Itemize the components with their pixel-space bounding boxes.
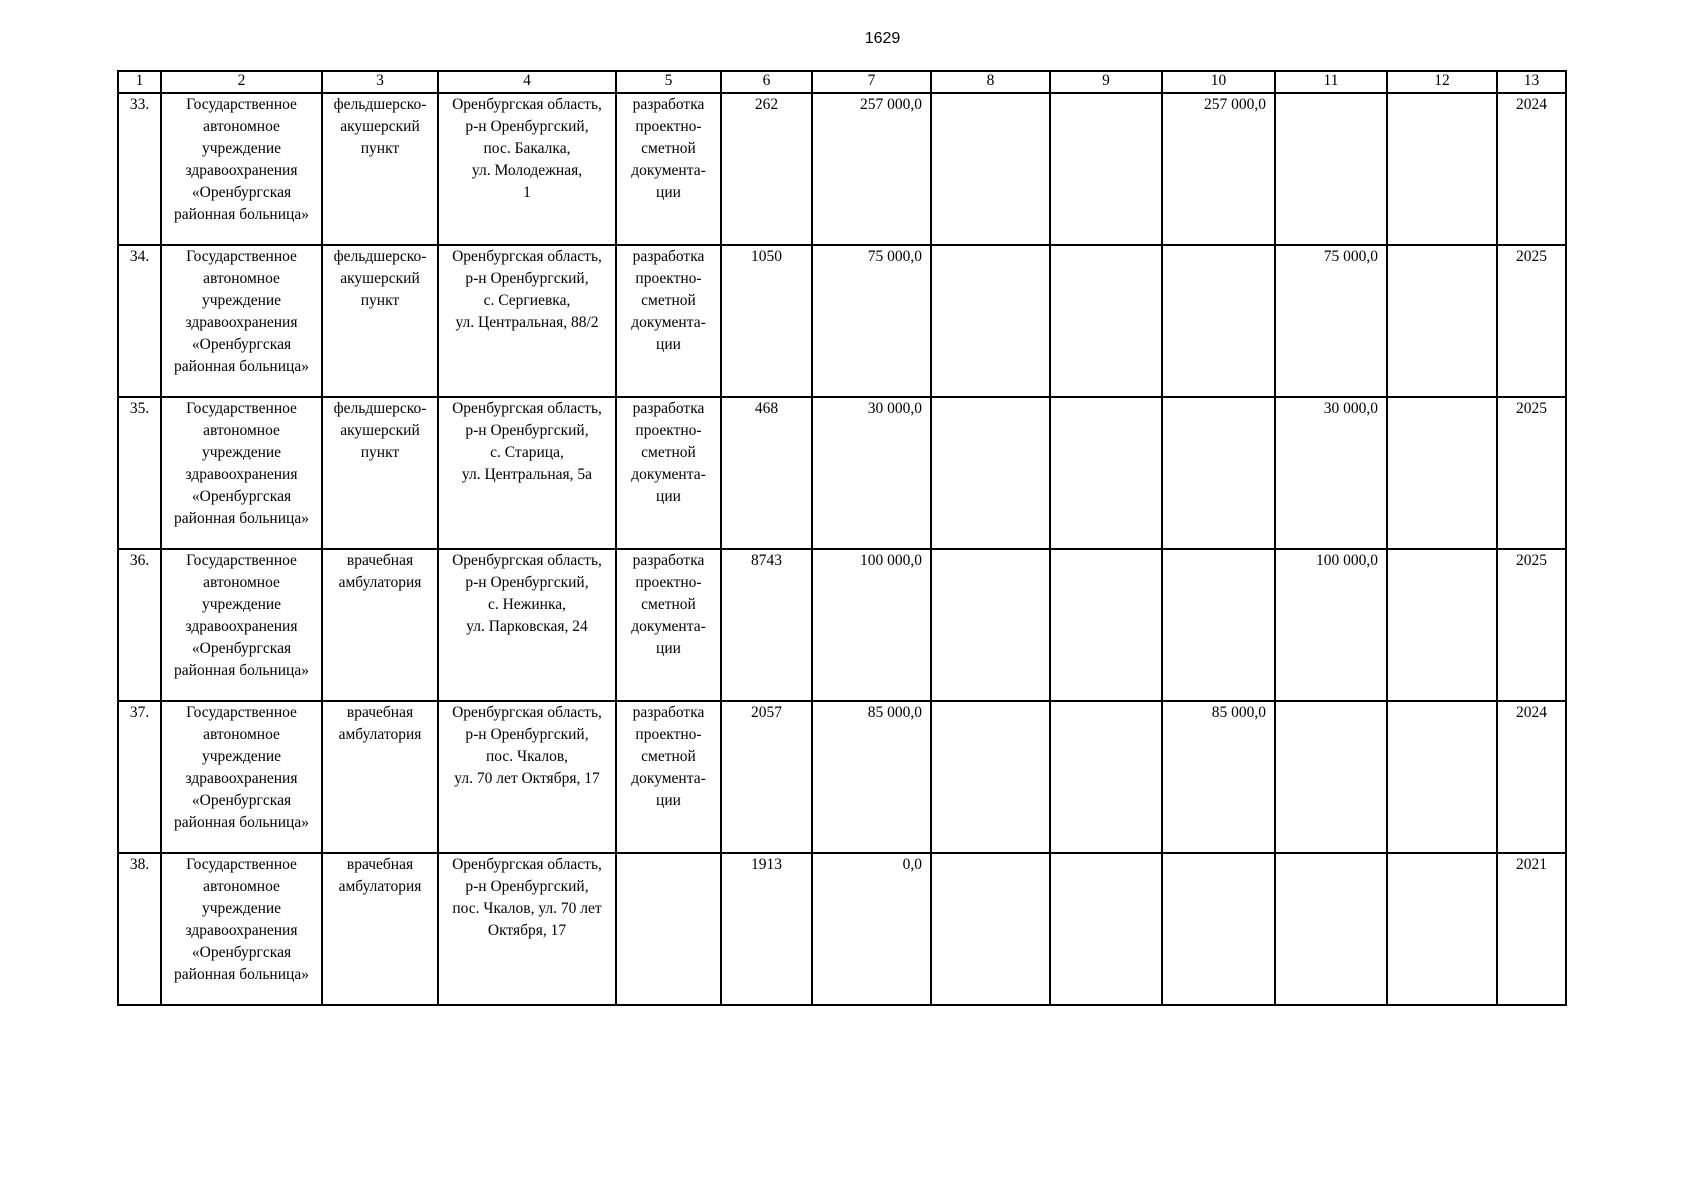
work-type-line: разработка bbox=[632, 96, 705, 113]
organization-line: «Оренбургская bbox=[191, 792, 292, 809]
address-line: с. Нежинка, bbox=[487, 596, 567, 613]
organization-line: Государственное bbox=[186, 856, 297, 873]
address-line: Оренбургская область, bbox=[452, 704, 602, 721]
organization bbox=[161, 853, 322, 1005]
col-7: 30 000,0 bbox=[812, 397, 931, 549]
organization-line: здравоохранения bbox=[185, 618, 298, 635]
table-row bbox=[118, 549, 1566, 701]
address bbox=[438, 93, 616, 245]
page-number: 1629 bbox=[864, 30, 901, 47]
organization-line: районная больница» bbox=[174, 662, 309, 679]
col-11: 100 000,0 bbox=[1275, 549, 1387, 701]
organization-line: районная больница» bbox=[174, 358, 309, 375]
organization-line: автономное bbox=[203, 574, 280, 591]
col-6: 8743 bbox=[721, 549, 812, 701]
table-row bbox=[118, 397, 1566, 549]
facility-type bbox=[322, 701, 438, 853]
address bbox=[438, 245, 616, 397]
col-6: 262 bbox=[721, 93, 812, 245]
address-line: Октября, 17 bbox=[487, 922, 567, 939]
facility-type-line: врачебная bbox=[346, 856, 414, 873]
facility-type-line: акушерский bbox=[340, 118, 420, 135]
address-line: р-н Оренбургский, bbox=[465, 118, 589, 135]
organization-line: Государственное bbox=[186, 96, 297, 113]
column-number: 8 bbox=[931, 71, 1050, 93]
table-row bbox=[118, 853, 1566, 1005]
col-9 bbox=[1050, 397, 1162, 549]
facility-type-line: амбулатория bbox=[338, 878, 422, 895]
facility-type-line: пункт bbox=[360, 444, 400, 461]
col-10 bbox=[1162, 245, 1275, 397]
col-13: 2024 bbox=[1497, 93, 1566, 245]
organization-line: «Оренбургская bbox=[191, 640, 292, 657]
facility-type bbox=[322, 245, 438, 397]
col-10 bbox=[1162, 549, 1275, 701]
col-11: 30 000,0 bbox=[1275, 397, 1387, 549]
organization-line: «Оренбургская bbox=[191, 184, 292, 201]
organization-line: «Оренбургская bbox=[191, 488, 292, 505]
address-line: Оренбургская область, bbox=[452, 96, 602, 113]
col-11 bbox=[1275, 701, 1387, 853]
address bbox=[438, 853, 616, 1005]
address-line: р-н Оренбургский, bbox=[465, 574, 589, 591]
col-13: 2024 bbox=[1497, 701, 1566, 853]
row-number: 38. bbox=[118, 853, 161, 1005]
facility-type-line: врачебная bbox=[346, 704, 414, 721]
col-7: 257 000,0 bbox=[812, 93, 931, 245]
organization-line: автономное bbox=[203, 118, 280, 135]
address-line: пос. Чкалов, bbox=[485, 748, 569, 765]
row-number: 37. bbox=[118, 701, 161, 853]
column-number: 13 bbox=[1497, 71, 1566, 93]
work-type-line: документа- bbox=[631, 466, 706, 483]
col-11: 75 000,0 bbox=[1275, 245, 1387, 397]
work-type bbox=[616, 853, 721, 1005]
table-row bbox=[118, 93, 1566, 245]
address-line: 1 bbox=[523, 184, 531, 201]
work-type bbox=[616, 93, 721, 245]
facility-type-line: врачебная bbox=[346, 552, 414, 569]
facility-type-line: фельдшерско- bbox=[333, 400, 427, 417]
work-type bbox=[616, 397, 721, 549]
address-line: ул. Парковская, 24 bbox=[466, 618, 588, 635]
organization-line: «Оренбургская bbox=[191, 336, 292, 353]
col-12 bbox=[1387, 701, 1497, 853]
column-number: 2 bbox=[161, 71, 322, 93]
address-line: ул. Центральная, 5а bbox=[461, 466, 593, 483]
address-line: р-н Оренбургский, bbox=[465, 878, 589, 895]
work-type-line: сметной bbox=[641, 748, 696, 765]
address-line: Оренбургская область, bbox=[452, 856, 602, 873]
address bbox=[438, 397, 616, 549]
facility-type bbox=[322, 549, 438, 701]
col-11 bbox=[1275, 93, 1387, 245]
organization-line: учреждение bbox=[201, 900, 282, 917]
organization-line: Государственное bbox=[186, 552, 297, 569]
address-line: ул. 70 лет Октября, 17 bbox=[454, 770, 600, 787]
col-7: 0,0 bbox=[812, 853, 931, 1005]
organization-line: учреждение bbox=[201, 596, 282, 613]
work-type-line: сметной bbox=[641, 140, 696, 157]
column-number: 11 bbox=[1275, 71, 1387, 93]
col-12 bbox=[1387, 397, 1497, 549]
row-number: 35. bbox=[118, 397, 161, 549]
col-10: 85 000,0 bbox=[1162, 701, 1275, 853]
facility-type-line: акушерский bbox=[340, 270, 420, 287]
col-13: 2021 bbox=[1497, 853, 1566, 1005]
col-8 bbox=[931, 93, 1050, 245]
address bbox=[438, 701, 616, 853]
col-10: 257 000,0 bbox=[1162, 93, 1275, 245]
col-11 bbox=[1275, 853, 1387, 1005]
work-type-line: проектно- bbox=[635, 726, 702, 743]
facility-type-line: пункт bbox=[360, 140, 400, 157]
organization bbox=[161, 93, 322, 245]
row-number: 36. bbox=[118, 549, 161, 701]
facility-type-line: фельдшерско- bbox=[333, 96, 427, 113]
col-13: 2025 bbox=[1497, 397, 1566, 549]
work-type-line: документа- bbox=[631, 618, 706, 635]
organization bbox=[161, 549, 322, 701]
facility-type bbox=[322, 853, 438, 1005]
organization-line: районная больница» bbox=[174, 966, 309, 983]
row-number: 34. bbox=[118, 245, 161, 397]
col-7: 85 000,0 bbox=[812, 701, 931, 853]
column-number: 12 bbox=[1387, 71, 1497, 93]
address-line: р-н Оренбургский, bbox=[465, 270, 589, 287]
work-type-line: документа- bbox=[631, 314, 706, 331]
work-type-line: ции bbox=[656, 640, 681, 657]
organization-line: учреждение bbox=[201, 444, 282, 461]
column-number: 10 bbox=[1162, 71, 1275, 93]
col-13: 2025 bbox=[1497, 549, 1566, 701]
col-8 bbox=[931, 549, 1050, 701]
organization bbox=[161, 397, 322, 549]
organization bbox=[161, 245, 322, 397]
table-row bbox=[118, 701, 1566, 853]
organization-line: автономное bbox=[203, 270, 280, 287]
col-12 bbox=[1387, 549, 1497, 701]
col-9 bbox=[1050, 853, 1162, 1005]
col-12 bbox=[1387, 245, 1497, 397]
facility-type bbox=[322, 93, 438, 245]
facility-type-line: фельдшерско- bbox=[333, 248, 427, 265]
address-line: Оренбургская область, bbox=[452, 552, 602, 569]
work-type-line: разработка bbox=[632, 400, 705, 417]
facility-type bbox=[322, 397, 438, 549]
col-9 bbox=[1050, 93, 1162, 245]
work-type-line: проектно- bbox=[635, 270, 702, 287]
organization-line: здравоохранения bbox=[185, 770, 298, 787]
organization-line: здравоохранения bbox=[185, 922, 298, 939]
work-type-line: разработка bbox=[632, 704, 705, 721]
work-type-line: разработка bbox=[632, 248, 705, 265]
organization-line: учреждение bbox=[201, 748, 282, 765]
work-type-line: проектно- bbox=[635, 118, 702, 135]
facility-type-line: амбулатория bbox=[338, 574, 422, 591]
column-number: 6 bbox=[721, 71, 812, 93]
work-type-line: сметной bbox=[641, 292, 696, 309]
address-line: с. Старица, bbox=[490, 444, 564, 461]
organization-line: Государственное bbox=[186, 704, 297, 721]
organization bbox=[161, 701, 322, 853]
work-type-line: ции bbox=[656, 488, 681, 505]
col-12 bbox=[1387, 853, 1497, 1005]
table-body bbox=[118, 93, 1566, 1005]
facility-type-line: акушерский bbox=[340, 422, 420, 439]
organization-line: учреждение bbox=[201, 292, 282, 309]
col-9 bbox=[1050, 701, 1162, 853]
work-type-line: проектно- bbox=[635, 574, 702, 591]
col-7: 100 000,0 bbox=[812, 549, 931, 701]
organization-line: Государственное bbox=[186, 400, 297, 417]
work-type bbox=[616, 701, 721, 853]
work-type-line: разработка bbox=[632, 552, 705, 569]
column-number: 5 bbox=[616, 71, 721, 93]
facility-type-line: амбулатория bbox=[338, 726, 422, 743]
column-number: 4 bbox=[438, 71, 616, 93]
address-line: с. Сергиевка, bbox=[483, 292, 571, 309]
facility-type-line: пункт bbox=[360, 292, 400, 309]
address-line: р-н Оренбургский, bbox=[465, 726, 589, 743]
col-8 bbox=[931, 853, 1050, 1005]
col-8 bbox=[931, 701, 1050, 853]
address-line: Оренбургская область, bbox=[452, 248, 602, 265]
investment-table bbox=[117, 70, 1567, 1006]
address bbox=[438, 549, 616, 701]
address-line: пос. Бакалка, bbox=[483, 140, 571, 157]
address-line: пос. Чкалов, ул. 70 лет bbox=[452, 900, 602, 917]
row-number: 33. bbox=[118, 93, 161, 245]
organization-line: учреждение bbox=[201, 140, 282, 157]
col-7: 75 000,0 bbox=[812, 245, 931, 397]
organization-line: автономное bbox=[203, 726, 280, 743]
organization-line: «Оренбургская bbox=[191, 944, 292, 961]
organization-line: здравоохранения bbox=[185, 314, 298, 331]
table-row bbox=[118, 245, 1566, 397]
address-line: р-н Оренбургский, bbox=[465, 422, 589, 439]
col-9 bbox=[1050, 245, 1162, 397]
work-type-line: проектно- bbox=[635, 422, 702, 439]
col-6: 1913 bbox=[721, 853, 812, 1005]
work-type-line: сметной bbox=[641, 596, 696, 613]
address-line: ул. Центральная, 88/2 bbox=[455, 314, 599, 331]
organization-line: здравоохранения bbox=[185, 162, 298, 179]
work-type-line: сметной bbox=[641, 444, 696, 461]
column-number: 3 bbox=[322, 71, 438, 93]
work-type bbox=[616, 245, 721, 397]
address-line: ул. Молодежная, bbox=[471, 162, 583, 179]
work-type-line: ции bbox=[656, 336, 681, 353]
col-6: 468 bbox=[721, 397, 812, 549]
col-6: 2057 bbox=[721, 701, 812, 853]
work-type-line: ции bbox=[656, 792, 681, 809]
address-line: Оренбургская область, bbox=[452, 400, 602, 417]
col-10 bbox=[1162, 853, 1275, 1005]
col-13: 2025 bbox=[1497, 245, 1566, 397]
work-type-line: ции bbox=[656, 184, 681, 201]
column-number: 7 bbox=[812, 71, 931, 93]
organization-line: районная больница» bbox=[174, 510, 309, 527]
column-number: 9 bbox=[1050, 71, 1162, 93]
organization-line: автономное bbox=[203, 422, 280, 439]
col-8 bbox=[931, 245, 1050, 397]
work-type-line: документа- bbox=[631, 162, 706, 179]
col-10 bbox=[1162, 397, 1275, 549]
work-type-line: документа- bbox=[631, 770, 706, 787]
column-number-row bbox=[118, 71, 1566, 93]
col-9 bbox=[1050, 549, 1162, 701]
col-8 bbox=[931, 397, 1050, 549]
work-type bbox=[616, 549, 721, 701]
col-6: 1050 bbox=[721, 245, 812, 397]
organization-line: Государственное bbox=[186, 248, 297, 265]
organization-line: районная больница» bbox=[174, 206, 309, 223]
column-number: 1 bbox=[118, 71, 161, 93]
col-12 bbox=[1387, 93, 1497, 245]
organization-line: районная больница» bbox=[174, 814, 309, 831]
organization-line: автономное bbox=[203, 878, 280, 895]
organization-line: здравоохранения bbox=[185, 466, 298, 483]
